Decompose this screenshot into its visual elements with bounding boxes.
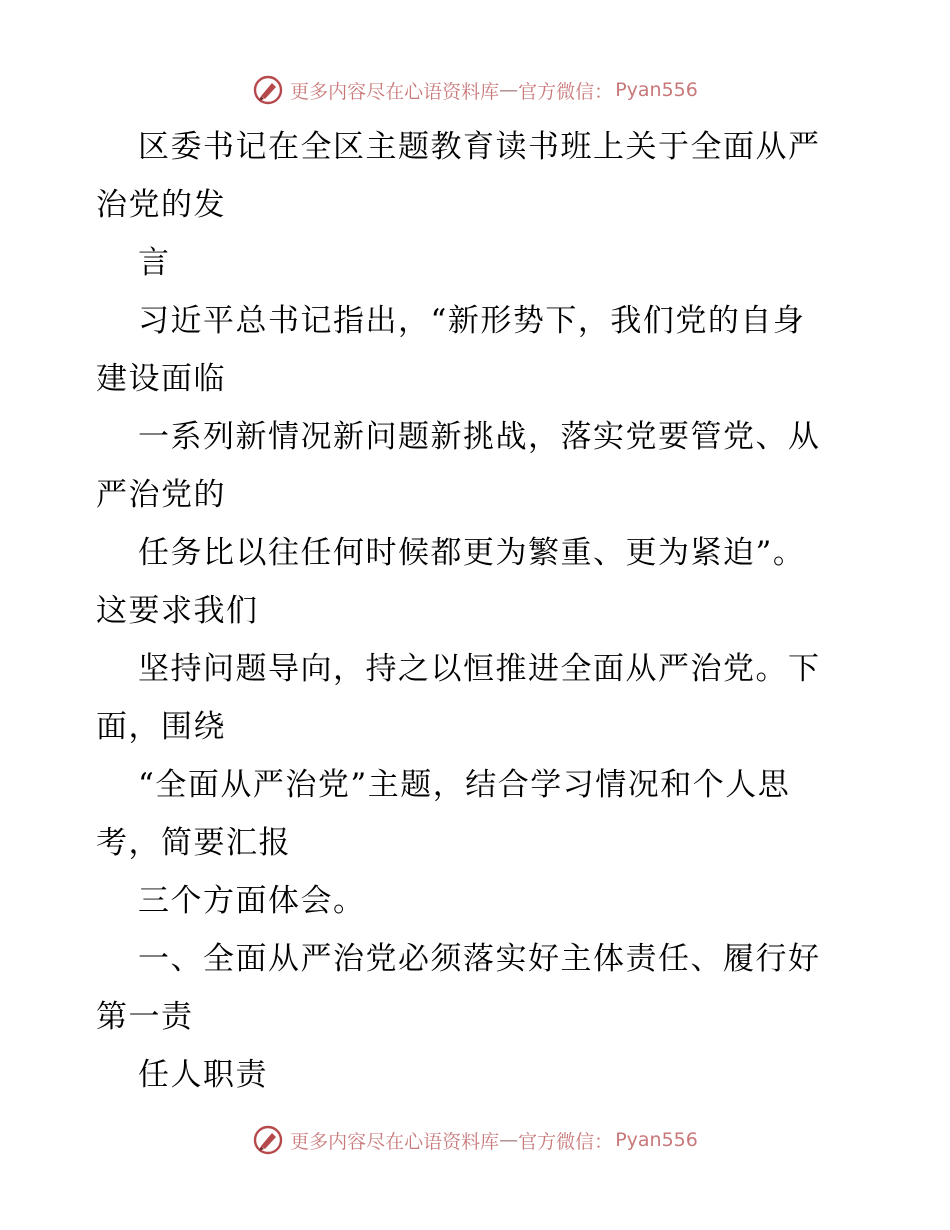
watermark-official-text: 官方微信： [518, 1130, 614, 1153]
paragraph-line [96, 756, 856, 872]
line-first: “全面从严治党”主题，结合学习情况和个人思 [138, 767, 791, 803]
line-wrap: 面，围绕 [96, 709, 226, 745]
pen-logo-icon [252, 1124, 284, 1156]
paragraph-line [96, 292, 856, 408]
line-first: 言 [138, 245, 171, 281]
watermark-wechat-id: Pyan556 [615, 79, 698, 101]
watermark-wechat-id: Pyan556 [615, 1129, 698, 1151]
pen-logo-icon [252, 74, 284, 106]
paragraph-line [96, 930, 856, 1046]
line-first: 任人职责 [138, 1057, 268, 1093]
line-wrap: 第一责 [96, 999, 194, 1035]
footer-watermark [0, 1120, 950, 1160]
paragraph-line [96, 524, 856, 640]
line-first: 区委书记在全区主题教育读书班上关于全面从严 [138, 129, 821, 165]
paragraph-line [96, 1046, 856, 1104]
line-first: 任务比以往任何时候都更为繁重、更为紧迫”。 [138, 535, 806, 571]
paragraph-line [96, 408, 856, 524]
line-wrap: 考，简要汇报 [96, 825, 291, 861]
paragraph-line [96, 234, 856, 292]
watermark-dash: — [499, 79, 519, 101]
line-first: 一、全面从严治党必须落实好主体责任、履行好 [138, 941, 821, 977]
paragraph-line [96, 872, 856, 930]
line-wrap: 治党的发 [96, 187, 226, 223]
line-first: 坚持问题导向，持之以恒推进全面从严治党。下 [138, 651, 821, 687]
watermark-main-text: 更多内容尽在心语资料库 [290, 80, 500, 103]
paragraph-line [96, 640, 856, 756]
line-wrap: 建设面临 [96, 361, 226, 397]
watermark-official-text: 官方微信： [518, 80, 614, 103]
watermark-dash: — [499, 1129, 519, 1151]
line-first: 习近平总书记指出，“新形势下，我们党的自身 [138, 303, 806, 339]
line-first: 三个方面体会。 [138, 883, 366, 919]
paragraph-line [96, 118, 856, 234]
line-first: 一系列新情况新问题新挑战，落实党要管党、从 [138, 419, 821, 455]
header-watermark [0, 70, 950, 110]
line-wrap: 这要求我们 [96, 593, 259, 629]
watermark-main-text: 更多内容尽在心语资料库 [290, 1130, 500, 1153]
document-body [96, 118, 856, 1104]
line-wrap: 严治党的 [96, 477, 226, 513]
